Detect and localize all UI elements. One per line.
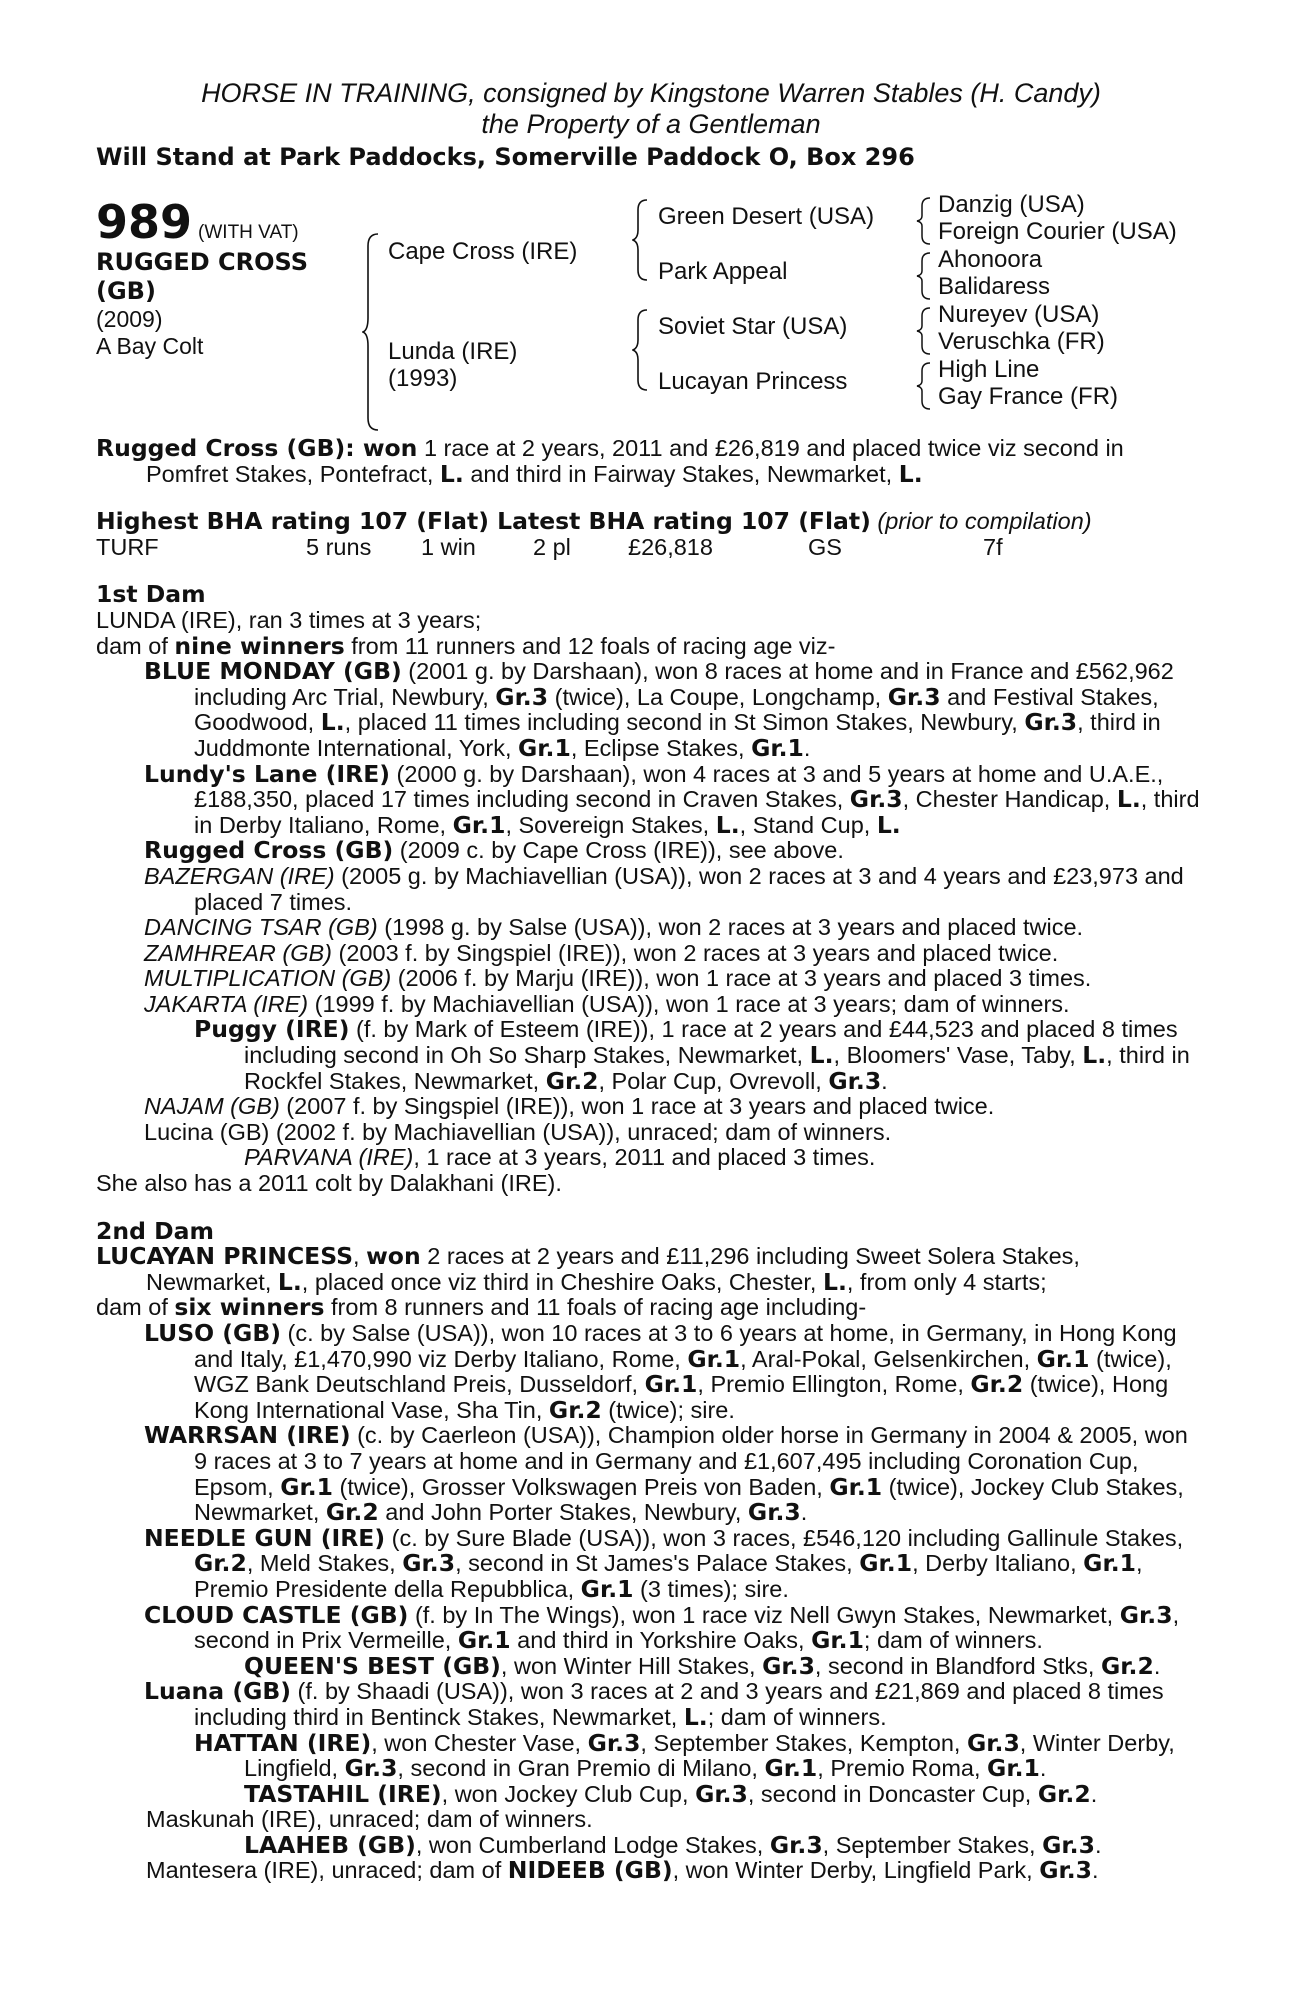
pedigree-brace xyxy=(916,361,932,411)
pedigree-brace xyxy=(916,306,932,356)
lot-info xyxy=(96,196,336,360)
list-item: JAKARTA (IRE) (1999 f. by Machiavellian (USA)), won 1 race at 3 years; dam of winners. xyxy=(144,990,1070,1017)
list-item: BAZERGAN (IRE) (2005 g. by Machiavellian (USA)), won 2 races at 3 and 4 years and £23,973 and placed 7 times. xyxy=(144,862,1184,915)
great-grandparents-3: Nureyev (USA) Veruschka (FR) xyxy=(938,301,1105,355)
sire-name: Cape Cross (IRE) xyxy=(388,238,578,265)
second-dam-line: LUCAYAN PRINCESS, won 2 races at 2 years and £11,296 including Sweet Solera Stakes, Newmarket, L., placed once viz third in Cheshire Oaks, Chester, L., from only 4 starts; xyxy=(96,1242,1080,1296)
list-item: MULTIPLICATION (GB) (2006 f. by Marju (IRE)), won 1 race at 3 years and placed 3 times. xyxy=(144,965,1092,992)
list-item: NEEDLE GUN (IRE) (c. by Sure Blade (USA)), won 3 races, £546,120 including Gallinule Stakes, Gr.2, Meld Stakes, Gr.3, second in St James's Palace Stakes, Gr.1, Derby Italiano, Gr.1, Premio Presidente della Repubblica, Gr.1 (3 times); sire. xyxy=(144,1523,1184,1603)
list-item: BLUE MONDAY (GB) (2001 g. by Darshaan), won 8 races at home and in France and £562,962 including Arc Trial, Newbury, Gr.3 (twice), La Coupe, Longchamp, Gr.3 and Festival Stakes, Goodwood, L., placed 11 times including second in St Simon Stakes, Newbury, Gr.3, third in Juddmonte International, York, Gr.1, Eclipse Stakes, Gr.1. xyxy=(144,657,1174,762)
list-item: Mantesera (IRE), unraced; dam of NIDEEB (GB), won Winter Derby, Lingfield Park, Gr.3. xyxy=(146,1856,1099,1885)
pedigree-brace xyxy=(632,198,650,282)
list-item: Luana (GB) (f. by Shaadi (USA)), won 3 races at 2 and 3 years and £21,869 and placed 8 times including third in Bentinck Stakes, Newmarket, L.; dam of winners. xyxy=(144,1677,1164,1731)
list-item: QUEEN'S BEST (GB), won Winter Hill Stakes, Gr.3, second in Blandford Stks, Gr.2. xyxy=(244,1651,1161,1680)
header-location: Will Stand at Park Paddocks, Somerville Paddock O, Box 296 xyxy=(96,143,915,171)
list-item: PARVANA (IRE), 1 race at 3 years, 2011 and placed 3 times. xyxy=(244,1144,876,1171)
race-summary: Rugged Cross (GB): won 1 race at 2 years, 2011 and £26,819 and placed twice viz second in Pomfret Stakes, Pontefract, L. and third in Fairway Stakes, Newmarket, L. xyxy=(96,434,1124,488)
header-property: the Property of a Gentleman xyxy=(481,109,821,139)
grandsire-paternal: Green Desert (USA) xyxy=(658,203,875,230)
granddam-paternal: Park Appeal xyxy=(658,258,788,285)
pedigree-brace xyxy=(632,308,650,392)
list-item: TASTAHIL (IRE), won Jockey Club Cup, Gr.3, second in Doncaster Cup, Gr.2. xyxy=(244,1779,1098,1808)
list-item: Rugged Cross (GB) (2009 c. by Cape Cross (IRE)), see above. xyxy=(144,836,844,865)
list-item: Puggy (IRE) (f. by Mark of Esteem (IRE)), 1 race at 2 years and £44,523 and placed 8 times including second in Oh So Sharp Stakes, Newmarket, L., Bloomers' Vase, Taby, L., third in Rockfel Stakes, Newmarket, Gr.2, Polar Cup, Ovrevoll, Gr.3. xyxy=(194,1015,1190,1095)
vat-label: (WITH VAT) xyxy=(198,222,299,243)
great-grandparents-2: Ahonoora Balidaress xyxy=(938,246,1051,300)
dam-name: Lunda (IRE) (1993) xyxy=(388,338,518,392)
second-dam-produce: dam of six winners from 8 runners and 11 foals of racing age including- xyxy=(96,1293,867,1322)
list-item: LUSO (GB) (c. by Salse (USA)), won 10 races at 3 to 6 years at home, in Germany, in Hong Kong and Italy, £1,470,990 viz Derby Italiano, Rome, Gr.1, Aral-Pokal, Gelsenkirchen, Gr.1 (twice), WGZ Bank Deutschland Preis, Dusseldorf, Gr.1, Premio Ellington, Rome, Gr.2 (twice), Hong Kong International Vase, Sha Tin, Gr.2 (twice); sire. xyxy=(144,1319,1177,1424)
pedigree-block xyxy=(96,191,1206,436)
catalogue-page xyxy=(96,78,1206,1884)
first-dam-heading: 1st Dam xyxy=(96,580,206,609)
great-grandparents-4: High Line Gay France (FR) xyxy=(938,356,1119,410)
list-item: DANCING TSAR (GB) (1998 g. by Salse (USA)), won 2 races at 3 years and placed twice. xyxy=(144,914,1084,941)
bha-rating: Highest BHA rating 107 (Flat) Latest BHA rating 107 (Flat) (prior to compilation) xyxy=(96,507,1092,536)
pedigree-brace xyxy=(916,196,932,246)
foaling-year: (2009) xyxy=(96,306,163,332)
header-consignor: HORSE IN TRAINING, consigned by Kingstone Warren Stables (H. Candy) xyxy=(201,78,1101,108)
catalogue-body xyxy=(96,436,1206,1884)
list-item: Lundy's Lane (IRE) (2000 g. by Darshaan), won 4 races at 3 and 5 years at home and U.A.E., £188,350, placed 17 times including second in Craven Stakes, Gr.3, Chester Handicap, L., third in Derby Italiano, Rome, Gr.1, Sovereign Stakes, L., Stand Cup, L. xyxy=(144,759,1200,839)
list-item: Maskunah (IRE), unraced; dam of winners. xyxy=(146,1806,593,1833)
list-item: WARRSAN (IRE) (c. by Caerleon (USA)), Champion older horse in Germany in 2004 & 2005, won 9 races at 3 to 7 years at home and in Germany and £1,607,495 including Coronation Cup, Epsom, Gr.1 (twice), Grosser Volkswagen Preis von Baden, Gr.1 (twice), Jockey Club Stakes, Newmarket, Gr.2 and John Porter Stakes, Newbury, Gr.3. xyxy=(144,1421,1188,1527)
great-grandparents-1: Danzig (USA) Foreign Courier (USA) xyxy=(938,191,1177,245)
horse-description: A Bay Colt xyxy=(96,333,204,359)
list-item: She also has a 2011 colt by Dalakhani (IRE). xyxy=(96,1170,562,1197)
list-item: LAAHEB (GB), won Cumberland Lodge Stakes, Gr.3, September Stakes, Gr.3. xyxy=(244,1830,1102,1859)
turf-record: TURF 5 runs 1 win 2 pl £26,818 GS 7f xyxy=(96,533,1003,560)
list-item: CLOUD CASTLE (GB) (f. by In The Wings), won 1 race viz Nell Gwyn Stakes, Newmarket, Gr.3, second in Prix Vermeille, Gr.1 and third in Yorkshire Oaks, Gr.1; dam of winners. xyxy=(144,1600,1180,1655)
list-item: HATTAN (IRE), won Chester Vase, Gr.3, September Stakes, Kempton, Gr.3, Winter Derby, Lingfield, Gr.3, second in Gran Premio di Milano, Gr.1, Premio Roma, Gr.1. xyxy=(194,1728,1175,1783)
lot-number: 989 xyxy=(96,195,193,249)
list-item: NAJAM (GB) (2007 f. by Singspiel (IRE)), won 1 race at 3 years and placed twice. xyxy=(144,1093,995,1120)
grandsire-maternal: Soviet Star (USA) xyxy=(658,313,848,340)
first-dam-produce: dam of nine winners from 11 runners and 12 foals of racing age viz- xyxy=(96,631,836,660)
list-item: Lucina (GB) (2002 f. by Machiavellian (USA)), unraced; dam of winners. xyxy=(144,1118,892,1145)
first-dam-line: LUNDA (IRE), ran 3 times at 3 years; xyxy=(96,606,482,633)
horse-name: RUGGED CROSS (GB) xyxy=(96,248,309,305)
granddam-maternal: Lucayan Princess xyxy=(658,368,848,395)
second-dam-heading: 2nd Dam xyxy=(96,1216,214,1245)
pedigree-brace xyxy=(362,232,382,432)
pedigree-brace xyxy=(916,251,932,301)
list-item: ZAMHREAR (GB) (2003 f. by Singspiel (IRE)), won 2 races at 3 years and placed twice. xyxy=(144,939,1059,966)
